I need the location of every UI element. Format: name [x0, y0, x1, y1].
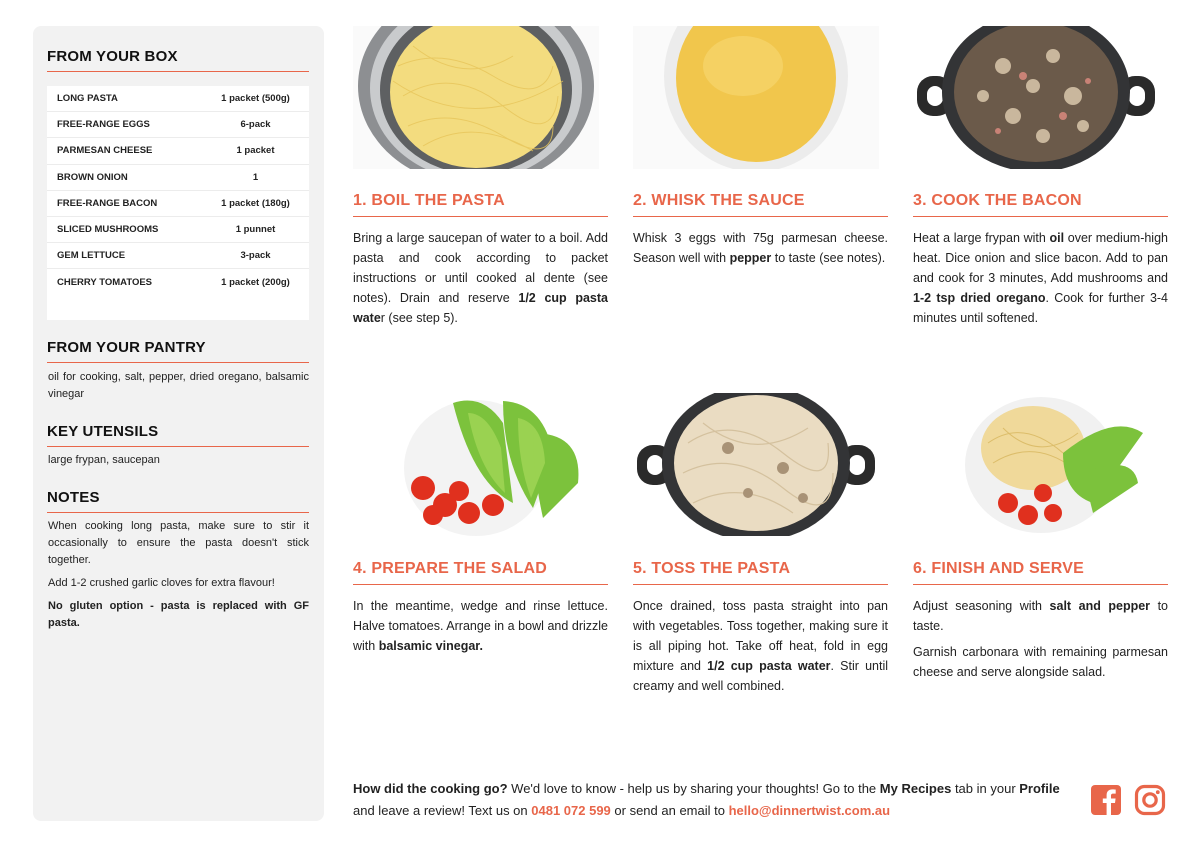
ingredient-name: FREE-RANGE EGGS — [57, 119, 150, 131]
footer-text: or send an email to — [610, 803, 729, 818]
step-3-image — [913, 26, 1159, 169]
step-paragraph — [633, 228, 888, 268]
step-paragraph — [353, 228, 608, 328]
utensils-text: large frypan, saucepan — [48, 454, 160, 466]
step-bold-text: 1-2 tsp dried oregano — [913, 291, 1046, 305]
step-6-body — [913, 596, 1168, 688]
step-6-title: 6. FINISH AND SERVE — [913, 560, 1168, 585]
step-text: Bring a large saucepan of water to a boil. Add pasta and cook according to packet instructions or until cooked al dente (see notes). Drain and reserve — [353, 231, 608, 305]
phone-link[interactable]: 0481 072 599 — [531, 803, 611, 818]
notes-heading: NOTES — [47, 489, 309, 513]
box-row — [47, 86, 309, 112]
facebook-icon[interactable] — [1090, 784, 1122, 816]
step-text: over medium-high heat. Dice onion and slice bacon. Add to pan and cook for 3 minutes, Add mushrooms and — [913, 231, 1168, 285]
step-bold-text: balsamic vinegar. — [378, 639, 483, 653]
step-paragraph — [913, 642, 1168, 682]
ingredient-qty: 1 packet (180g) — [221, 197, 290, 209]
ingredient-name: PARMESAN CHEESE — [57, 145, 153, 157]
box-row — [47, 217, 309, 243]
note: Add 1-2 crushed garlic cloves for extra flavour! — [48, 577, 275, 589]
step-text: Whisk 3 eggs with 75g parmesan cheese. Season well with — [633, 231, 888, 265]
ingredient-qty: 6-pack — [240, 119, 271, 131]
footer-text: tab in your — [951, 781, 1020, 796]
step-5-image — [633, 393, 879, 536]
step-3-body — [913, 228, 1168, 334]
step-bold-text: salt and pepper — [1049, 599, 1151, 613]
step-6-image — [963, 393, 1200, 536]
ingredient-qty: 3-pack — [240, 250, 271, 262]
step-5-body — [633, 596, 888, 702]
box-row — [47, 138, 309, 164]
ingredient-qty: 1 packet (500g) — [221, 93, 290, 105]
footer-text: We'd love to know - help us by sharing your thoughts! Go to the — [507, 781, 880, 796]
step-2-title: 2. WHISK THE SAUCE — [633, 192, 888, 217]
ingredient-name: FREE-RANGE BACON — [57, 197, 158, 209]
step-2-body — [633, 228, 888, 274]
step-1-title: 1. BOIL THE PASTA — [353, 192, 608, 217]
box-row — [47, 112, 309, 138]
step-paragraph — [913, 228, 1168, 328]
step-paragraph — [913, 596, 1168, 636]
ingredient-qty: 1 packet (200g) — [221, 276, 290, 288]
ingredient-name: SLICED MUSHROOMS — [57, 224, 159, 236]
step-4-body — [353, 596, 608, 662]
step-1-image — [353, 26, 599, 169]
step-text: Once drained, toss pasta straight into pan with vegetables. Toss together, making sure it is all piping hot. Take off heat, fold in egg mixture and — [633, 599, 888, 673]
step-bold-text: 1/2 cup pasta water — [707, 659, 831, 673]
ingredient-name: LONG PASTA — [57, 93, 118, 105]
box-heading: FROM YOUR BOX — [47, 48, 309, 72]
step-bold-text: oil — [1049, 231, 1065, 245]
step-text: . Stir until creamy and well combined. — [633, 659, 889, 693]
ingredient-name: GEM LETTUCE — [57, 250, 126, 262]
box-row — [47, 269, 309, 295]
instagram-icon[interactable] — [1134, 784, 1166, 816]
notes-block — [48, 518, 309, 638]
ingredient-qty: 1 punnet — [235, 224, 276, 236]
step-text: In the meantime, wedge and rinse lettuce. Halve tomatoes. Arrange in a bowl and drizzle with — [353, 599, 608, 653]
step-bold-text: 1/2 cup pasta wate — [353, 291, 609, 325]
box-row — [47, 191, 309, 217]
ingredients-sidebar — [33, 26, 324, 821]
email-link[interactable]: hello@dinnertwist.com.au — [728, 803, 891, 818]
pantry-text: oil for cooking, salt, pepper, dried oregano, balsamic vinegar — [48, 371, 309, 400]
step-text: to taste. — [913, 599, 1168, 633]
feedback-footer — [353, 778, 1073, 822]
pantry-heading: FROM YOUR PANTRY — [47, 339, 309, 363]
step-4-image — [393, 393, 639, 536]
note-gluten: No gluten option - pasta is replaced with GF pasta. — [48, 600, 309, 629]
utensils-heading: KEY UTENSILS — [47, 423, 309, 447]
box-row — [47, 165, 309, 191]
step-1-body — [353, 228, 608, 334]
profile-link[interactable]: Profile — [1019, 781, 1060, 796]
step-bold-text: pepper — [729, 251, 772, 265]
step-text: . Cook for further 3-4 minutes until softened. — [913, 291, 1169, 325]
step-text: to taste (see notes). — [771, 251, 886, 265]
step-3-title: 3. COOK THE BACON — [913, 192, 1168, 217]
step-paragraph — [633, 596, 888, 696]
step-text: Garnish carbonara with remaining parmesan cheese and serve alongside salad. — [913, 645, 1168, 679]
step-2-image — [633, 26, 879, 169]
box-ingredients-table — [47, 86, 309, 320]
step-paragraph — [353, 596, 608, 656]
note: When cooking long pasta, make sure to stir it occasionally to ensure the pasta doesn't stick together. — [48, 520, 309, 566]
ingredient-name: BROWN ONION — [57, 171, 128, 183]
box-row — [47, 243, 309, 269]
step-text: Adjust seasoning with — [913, 599, 1050, 613]
step-text: Heat a large frypan with — [913, 231, 1050, 245]
footer-question: How did the cooking go? — [353, 781, 508, 796]
ingredient-qty: 1 — [252, 171, 259, 183]
ingredient-qty: 1 packet — [236, 145, 275, 157]
step-text: r (see step 5). — [380, 311, 458, 325]
footer-text: and leave a review! Text us on — [353, 803, 532, 818]
step-5-title: 5. TOSS THE PASTA — [633, 560, 888, 585]
my-recipes-link[interactable]: My Recipes — [879, 781, 952, 796]
ingredient-name: CHERRY TOMATOES — [57, 276, 153, 288]
step-4-title: 4. PREPARE THE SALAD — [353, 560, 608, 585]
